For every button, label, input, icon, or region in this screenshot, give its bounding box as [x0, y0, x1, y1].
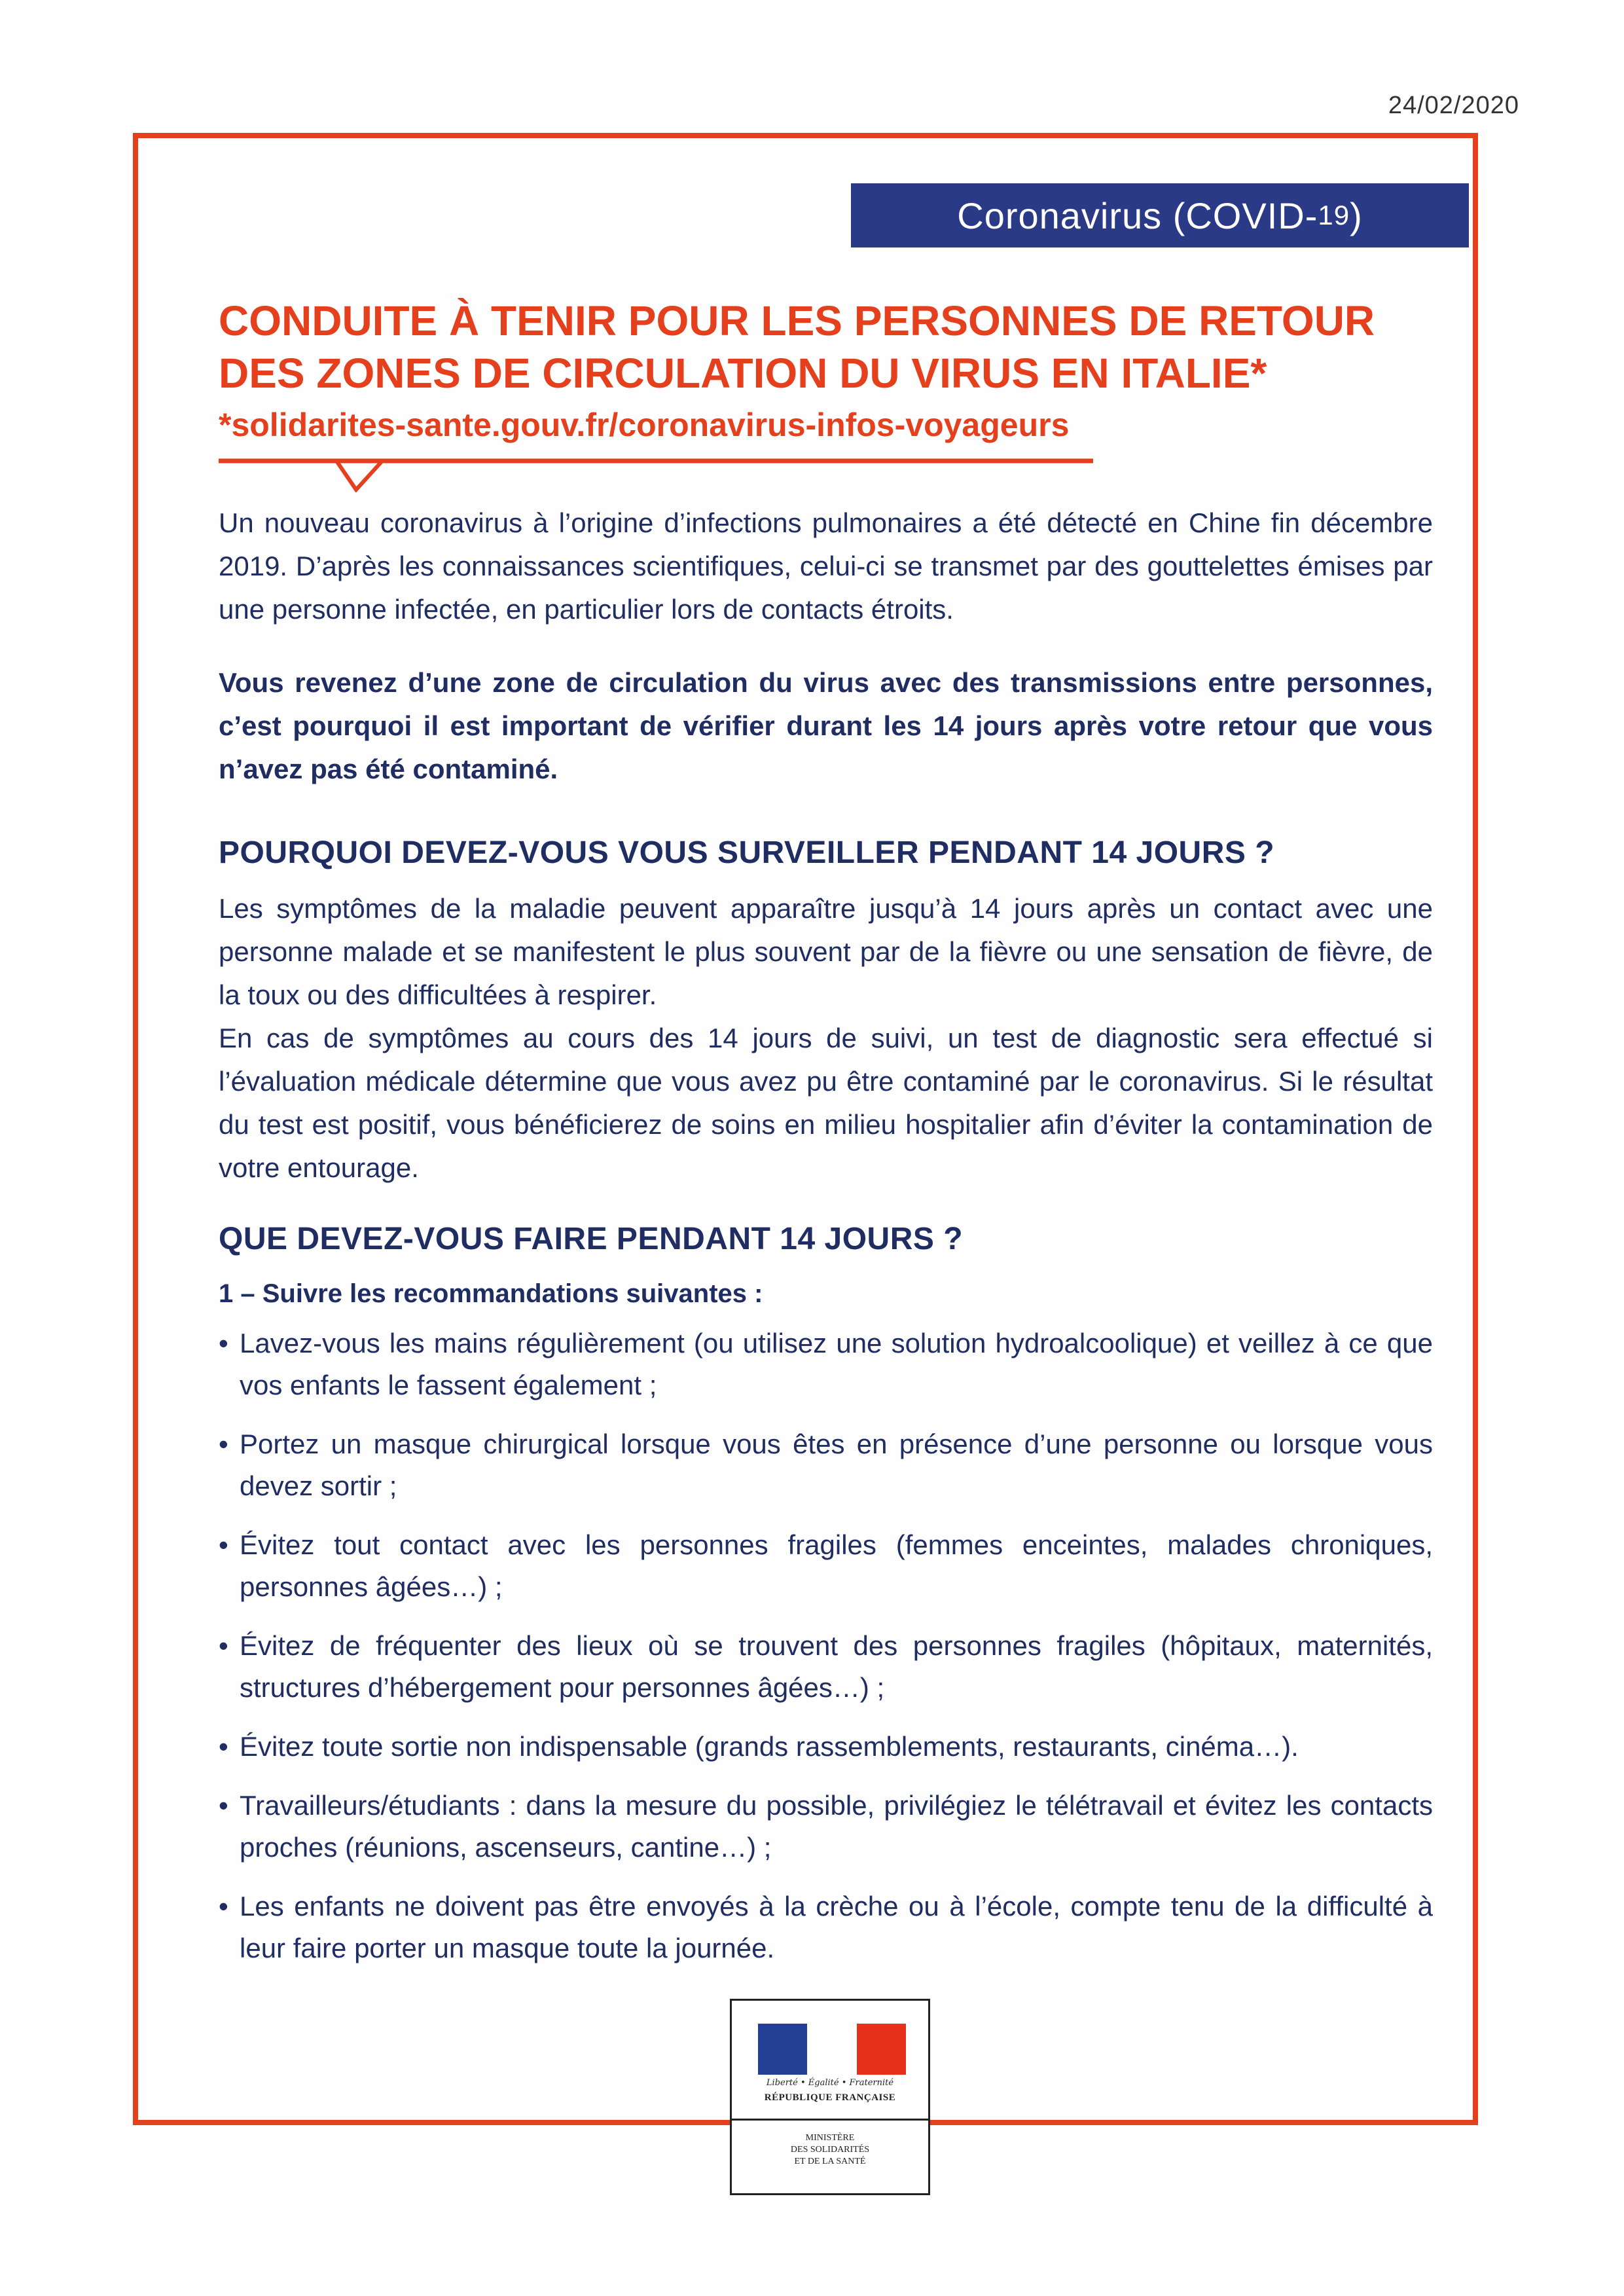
- ministry-logo-block: [730, 1999, 930, 2195]
- coronavirus-badge: [851, 183, 1469, 247]
- section-heading-what-to-do: QUE DEVEZ-VOUS FAIRE PENDANT 14 JOURS ?: [219, 1222, 964, 1256]
- speech-underline-decoration: [219, 458, 1093, 492]
- ministry-line-1: MINISTÈRE: [805, 2133, 855, 2143]
- republic-motto: Liberté • Égalité • Fraternité: [766, 2078, 894, 2088]
- intro-paragraph: Un nouveau coronavirus à l’origine d’infections pulmonaires a été détecté en Chine fin décembre 2019. D’après les connaissances scientifiques, celui-ci se transmet par des gouttelettes émises par une personne infectée, en particulier lors de contacts étroits.: [219, 507, 1433, 625]
- bullet-icon: •: [219, 1529, 228, 1560]
- list-item: [219, 1886, 1433, 1969]
- list-item-text: Évitez tout contact avec les personnes fragiles (femmes enceintes, malades chroniques, personnes âgées…) ;: [240, 1529, 1433, 1602]
- bullet-icon: •: [219, 1731, 228, 1762]
- list-item: [219, 1322, 1433, 1406]
- list-item: [219, 1625, 1433, 1709]
- bullet-icon: •: [219, 1630, 228, 1661]
- list-item: [219, 1785, 1433, 1868]
- badge-text: Coronavirus (COVID-: [957, 194, 1318, 236]
- bullet-icon: •: [219, 1328, 228, 1358]
- list-item: [219, 1524, 1433, 1608]
- recommendations-subheading: 1 – Suivre les recommandations suivantes :: [219, 1279, 763, 1308]
- ministry-line-3: ET DE LA SANTÉ: [794, 2157, 866, 2166]
- ministry-name-box: [730, 2121, 930, 2195]
- page-title: [219, 295, 1462, 399]
- title-line-2: DES ZONES DE CIRCULATION DU VIRUS EN ITALIE*: [219, 350, 1267, 397]
- bullet-icon: •: [219, 1891, 228, 1922]
- symptoms-paragraph: Les symptômes de la maladie peuvent apparaître jusqu’à 14 jours après un contact avec une personne malade et se manifestent le plus souvent par de la fièvre ou une sensation de fièvre, de la toux ou des difficultées à respirer.: [219, 893, 1433, 1010]
- list-item-text: Portez un masque chirurgical lorsque vous êtes en présence d’une personne ou lorsque vous devez sortir ;: [240, 1429, 1433, 1501]
- list-item-text: Évitez de fréquenter des lieux où se trouvent des personnes fragiles (hôpitaux, maternités, structures d’hébergement pour personnes âgées…) ;: [240, 1630, 1433, 1703]
- diagnostic-paragraph: En cas de symptômes au cours des 14 jours de suivi, un test de diagnostic sera effectué si l’évaluation médicale détermine que vous avez pu être contaminé par le coronavirus. Si le résultat du test est positif, vous bénéficierez de soins en milieu hospitalier afin d’éviter la contamination de votre entourage.: [219, 1023, 1433, 1183]
- title-line-1: CONDUITE À TENIR POUR LES PERSONNES DE RETOUR: [219, 297, 1375, 344]
- republique-logo: [730, 1999, 930, 2121]
- source-url: *solidarites-sante.gouv.fr/coronavirus-infos-voyageurs: [219, 407, 1070, 443]
- bullet-icon: •: [219, 1790, 228, 1821]
- list-item-text: Les enfants ne doivent pas être envoyés à la crèche ou à l’école, compte tenu de la difficulté à leur faire porter un masque toute la journée.: [240, 1891, 1433, 1963]
- warning-paragraph: Vous revenez d’une zone de circulation du virus avec des transmissions entre personnes, c’est pourquoi il est important de vérifier durant les 14 jours après votre retour que vous n’avez pas été contaminé.: [219, 667, 1433, 784]
- section-heading-why: POURQUOI DEVEZ-VOUS VOUS SURVEILLER PENDANT 14 JOURS ?: [219, 835, 1275, 870]
- ministry-line-2: DES SOLIDARITÉS: [790, 2145, 870, 2155]
- list-item: [219, 1726, 1433, 1768]
- document-date: 24/02/2020: [1388, 92, 1519, 119]
- badge-close: ): [1350, 194, 1363, 236]
- badge-number: 19: [1318, 200, 1350, 230]
- list-item-text: Lavez-vous les mains régulièrement (ou utilisez une solution hydroalcoolique) et veillez à ce que vos enfants le fassent également ;: [240, 1328, 1433, 1400]
- recommendations-list: [219, 1322, 1433, 1986]
- bullet-icon: •: [219, 1429, 228, 1459]
- list-item: [219, 1423, 1433, 1507]
- marianne-flag-icon: [758, 2024, 906, 2075]
- list-item-text: Évitez toute sortie non indispensable (grands rassemblements, restaurants, cinéma…).: [240, 1731, 1299, 1762]
- list-item-text: Travailleurs/étudiants : dans la mesure du possible, privilégiez le télétravail et évitez les contacts proches (réunions, ascenseurs, cantine…) ;: [240, 1790, 1433, 1863]
- republic-name: RÉPUBLIQUE FRANÇAISE: [764, 2092, 896, 2103]
